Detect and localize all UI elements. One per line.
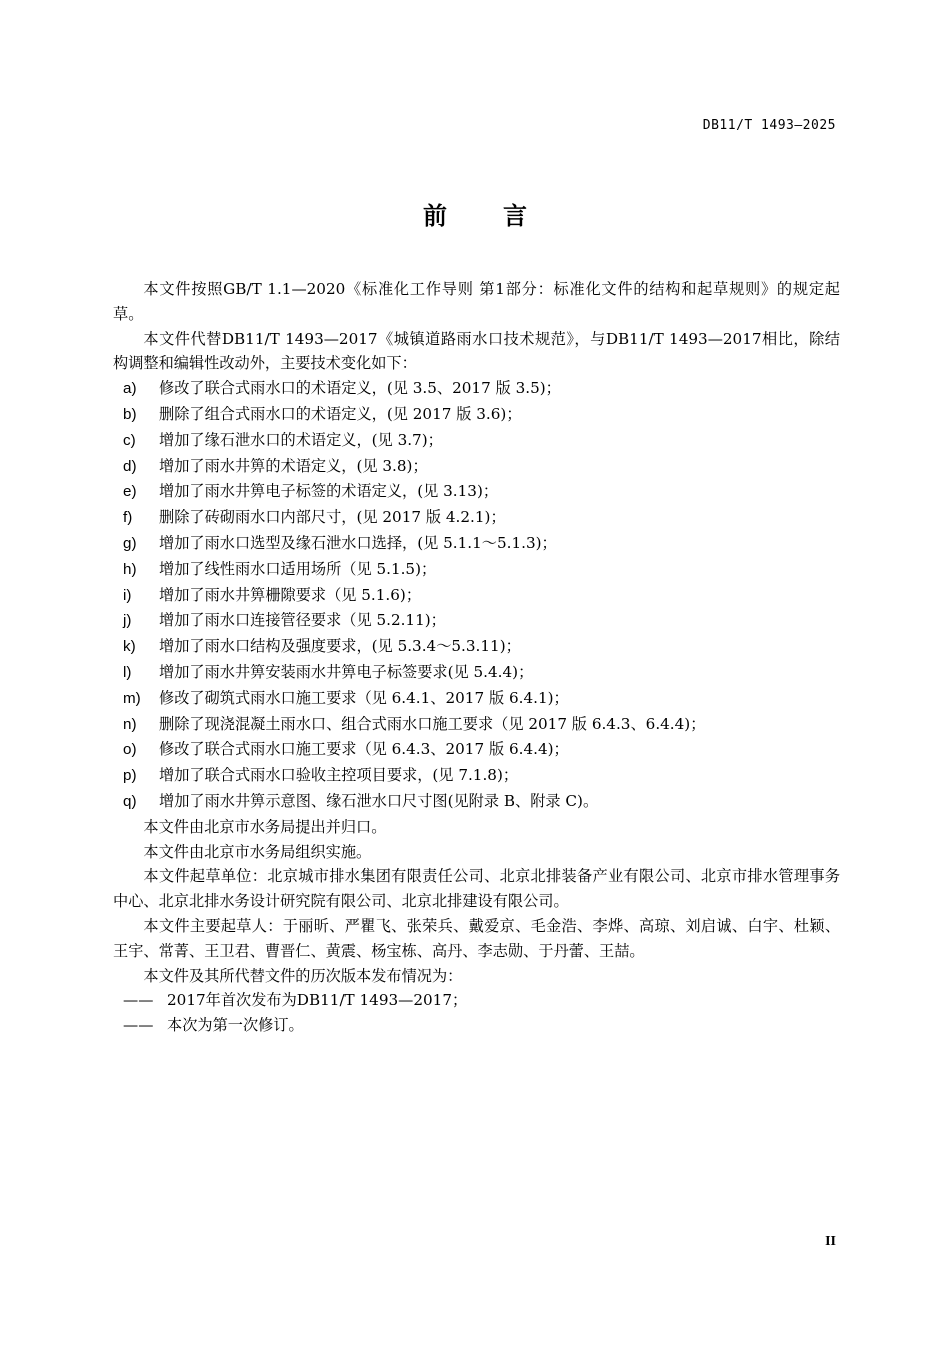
list-item-text: 增加了联合式雨水口验收主控项目要求，(见 7.1.8)； <box>159 766 519 785</box>
list-item-label: e) <box>123 483 137 501</box>
history-item-text: 2017年首次发布为DB11/T 1493—2017； <box>167 991 468 1010</box>
history-intro-paragraph: 本文件及其所代替文件的历次版本发布情况为： <box>143 966 463 985</box>
list-item-text: 增加了雨水井箅栅隙要求（见 5.1.6)； <box>159 585 422 604</box>
list-item-label: g) <box>123 534 137 552</box>
list-item <box>113 583 840 609</box>
list-item-text: 增加了缘石泄水口的术语定义，(见 3.7)； <box>159 430 443 449</box>
list-item-label: d) <box>123 457 137 475</box>
list-item-label: j) <box>123 612 132 630</box>
list-item-label: k) <box>123 638 136 656</box>
list-item <box>113 660 840 686</box>
list-item-text: 增加了雨水井箅的术语定义，(见 3.8)； <box>159 456 428 475</box>
list-item-text: 修改了联合式雨水口施工要求（见 6.4.3、2017 版 6.4.4)； <box>159 740 569 759</box>
closing-paragraph: 本文件由北京市水务局组织实施。 <box>143 842 372 861</box>
drafting-units-paragraph: 本文件起草单位：北京城市排水集团有限责任公司、北京北排装备产业有限公司、北京市排水管理事务中心、北京北排水务设计研究院有限公司、北京北排建设有限公司。 <box>113 867 840 911</box>
dash-marker: —— <box>123 991 154 1010</box>
list-item-label: f) <box>123 509 133 527</box>
list-item-text: 修改了砌筑式雨水口施工要求（见 6.4.1、2017 版 6.4.1)； <box>159 688 569 707</box>
page-number: II <box>825 1234 836 1249</box>
list-item-text: 增加了雨水井箅安装雨水井箅电子标签要求(见 5.4.4)； <box>159 662 534 681</box>
list-item-label: p) <box>123 767 137 785</box>
foreword-body <box>113 277 840 1038</box>
list-item-text: 增加了线性雨水口适用场所（见 5.1.5)； <box>159 559 437 578</box>
list-item <box>113 428 840 454</box>
list-item-label: q) <box>123 792 137 810</box>
history-list <box>113 988 840 1038</box>
list-item-text: 增加了雨水井箅示意图、缘石泄水口尺寸图(见附录 B、附录 C)。 <box>159 791 599 810</box>
list-item-text: 增加了雨水井箅电子标签的术语定义，(见 3.13)； <box>159 482 499 501</box>
list-item <box>113 531 840 557</box>
list-item-text: 增加了雨水口选型及缘石泄水口选择，(见 5.1.1～5.1.3)； <box>159 533 557 552</box>
intro-paragraph: 本文件代替DB11/T 1493—2017《城镇道路雨水口技术规范》，与DB11/T 1493—2017相比，除结构调整和编辑性改动外，主要技术变化如下： <box>113 329 840 373</box>
list-item-label: c) <box>123 431 136 449</box>
list-item <box>113 686 840 712</box>
list-item <box>113 454 840 480</box>
list-item <box>113 608 840 634</box>
list-item <box>113 479 840 505</box>
list-item <box>113 634 840 660</box>
history-item <box>113 1013 840 1038</box>
list-item-text: 删除了组合式雨水口的术语定义，(见 2017 版 3.6)； <box>159 404 522 423</box>
list-item-label: m) <box>123 689 141 707</box>
list-item <box>113 712 840 738</box>
list-item <box>113 376 840 402</box>
changes-list <box>113 376 840 815</box>
list-item-text: 增加了雨水口结构及强度要求，(见 5.3.4～5.3.11)； <box>159 637 521 656</box>
closing-paragraph: 本文件由北京市水务局提出并归口。 <box>143 817 387 836</box>
list-item <box>113 737 840 763</box>
dash-marker: —— <box>123 1016 154 1035</box>
list-item-text: 增加了雨水口连接管径要求（见 5.2.11)； <box>159 611 446 630</box>
list-item-label: l) <box>123 663 132 681</box>
list-item-label: n) <box>123 715 137 733</box>
drafters-paragraph: 本文件主要起草人：于丽昕、严瞿飞、张荣兵、戴爱京、毛金浩、李烨、高琼、刘启诚、白宇、杜颖、王宇、常菁、王卫君、曹晋仁、黄震、杨宝栋、高丹、李志勋、于丹蕾、王喆。 <box>113 916 840 960</box>
list-item-label: b) <box>123 405 137 423</box>
list-item <box>113 789 840 815</box>
page-title: 前言 <box>423 202 583 230</box>
list-item-text: 修改了联合式雨水口的术语定义，(见 3.5、2017 版 3.5)； <box>159 379 561 398</box>
document-code: DB11/T 1493—2025 <box>702 118 836 133</box>
list-item-label: a) <box>123 380 137 398</box>
list-item <box>113 763 840 789</box>
intro-paragraph: 本文件按照GB/T 1.1—2020《标准化工作导则 第1部分：标准化文件的结构和起草规则》的规定起草。 <box>113 280 840 323</box>
list-item <box>113 402 840 428</box>
list-item <box>113 557 840 583</box>
list-item-label: o) <box>123 741 137 759</box>
history-item <box>113 988 840 1013</box>
list-item-text: 删除了现浇混凝土雨水口、组合式雨水口施工要求（见 2017 版 6.4.3、6.4.4)； <box>159 714 706 733</box>
list-item-text: 删除了砖砌雨水口内部尺寸，(见 2017 版 4.2.1)； <box>159 508 506 527</box>
list-item <box>113 505 840 531</box>
list-item-label: i) <box>123 586 132 604</box>
history-item-text: 本次为第一次修订。 <box>167 1016 304 1035</box>
list-item-label: h) <box>123 560 137 578</box>
